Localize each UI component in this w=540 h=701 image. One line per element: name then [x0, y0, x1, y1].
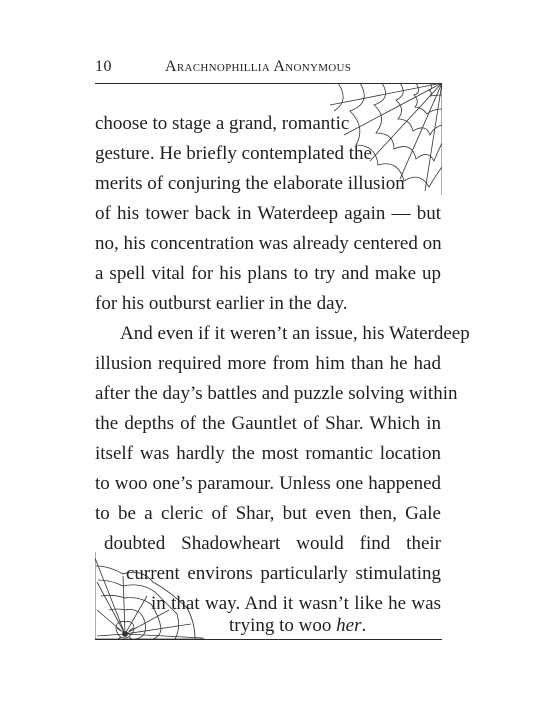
text-line: And even if it weren’t an issue, his Waterdeep: [120, 323, 470, 344]
text-line-last: [229, 614, 366, 638]
text-line: the depths of the Gauntlet of Shar. Which in: [95, 413, 441, 434]
text-line: illusion required more from him than he had: [95, 353, 441, 374]
text-line: in that way. And it wasn’t like he was: [151, 593, 441, 614]
text-line: a spell vital for his plans to try and make up: [95, 263, 441, 284]
emphasis-text: her: [336, 615, 362, 636]
text-line: for his outburst earlier in the day.: [95, 293, 348, 314]
text-span: .: [361, 615, 367, 636]
text-line: no, his concentration was already centered on: [95, 233, 442, 254]
footer-rule: [95, 639, 442, 640]
text-line: to be a cleric of Shar, but even then, Gale: [95, 503, 441, 524]
text-line: itself was hardly the most romantic location: [95, 443, 441, 464]
text-line: merits of conjuring the elaborate illusion: [95, 173, 405, 194]
text-line: of his tower back in Waterdeep again — but: [95, 203, 441, 224]
text-line: gesture. He briefly contemplated the: [95, 143, 372, 164]
text-line: current environs particularly stimulating: [126, 563, 441, 584]
text-span: trying to woo: [229, 615, 337, 636]
text-line: doubted Shadowheart would find their: [104, 533, 441, 554]
text-line: choose to stage a grand, romantic: [95, 113, 350, 134]
book-title: Arachnophillia Anonymous: [165, 58, 352, 75]
text-line: after the day’s battles and puzzle solving within: [95, 383, 458, 404]
running-head: [95, 58, 445, 78]
page-number: 10: [95, 58, 112, 75]
text-line: to woo one’s paramour. Unless one happened: [95, 473, 441, 494]
